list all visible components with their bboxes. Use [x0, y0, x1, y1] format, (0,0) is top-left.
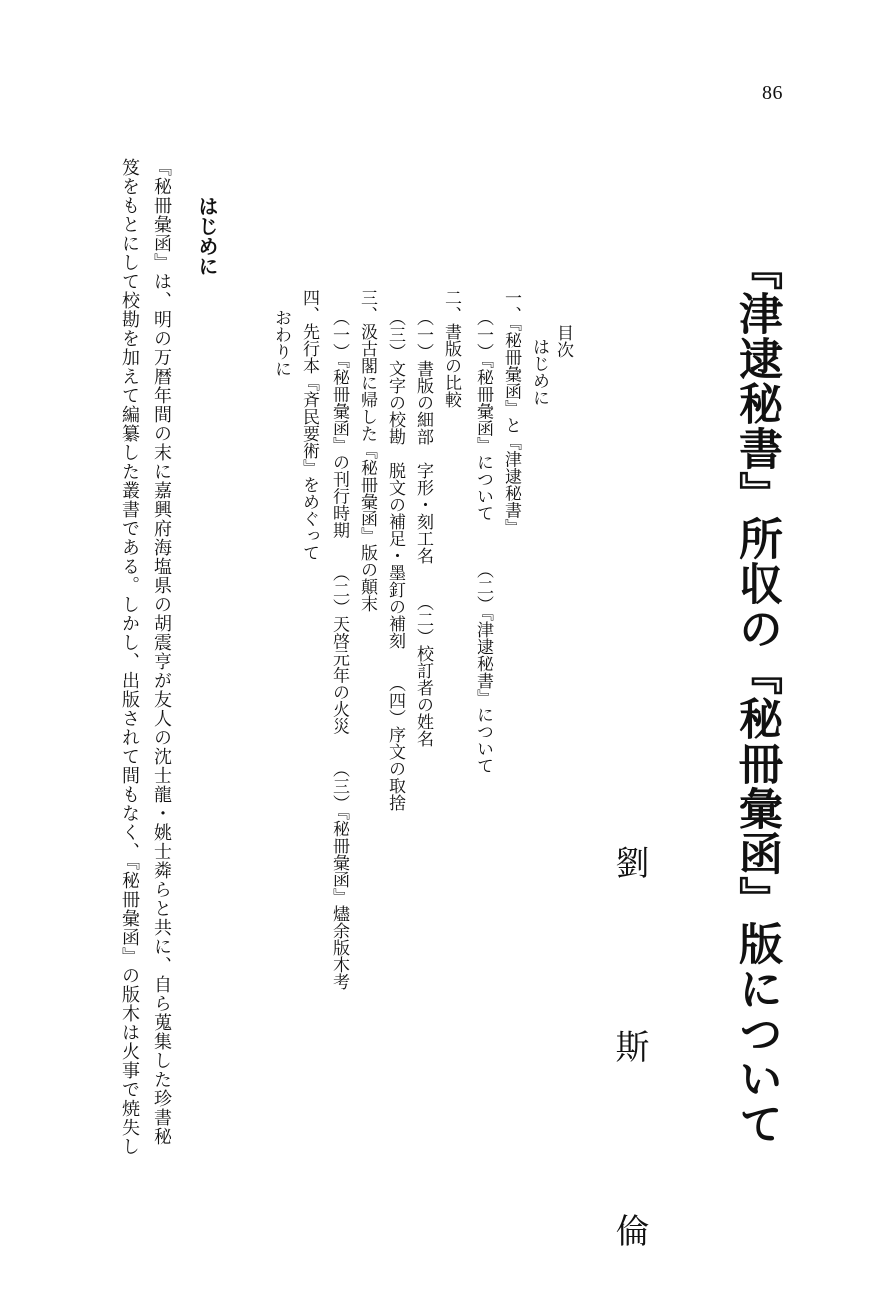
toc-line-part: （三）『秘冊彙函』燼余版木考	[329, 760, 349, 990]
author-name: 劉 斯 倫	[609, 845, 649, 1305]
body-text-line: 笈をもとにして校勘を加えて編纂した叢書である。しかし、出版されて間もなく、『秘冊彙函』の版木は火事で焼失し	[119, 158, 140, 1156]
toc-line: 四、先行本『斉民要術』をめぐって	[299, 289, 319, 561]
toc-line	[414, 309, 431, 747]
toc-line-part: （二）『津逮秘書』について	[473, 561, 493, 774]
section-heading: はじめに	[195, 196, 219, 276]
toc-line-part: （四）序文の取捨	[385, 675, 405, 811]
body-text-line: 『秘冊彙函』は、明の万暦年間の末に嘉興府海塩県の胡震亨が友人の沈士龍・姚士粦らと共に、自ら蒐集した珍書秘	[151, 158, 172, 1146]
toc-line	[386, 309, 403, 811]
toc-line: 三、汲古閣に帰した『秘冊彙函』版の顛末	[357, 289, 377, 612]
toc-line-part: （二）校訂者の姓名	[413, 594, 433, 747]
page-number: 86	[762, 82, 783, 104]
article-title: 『津逮秘書』所収の『秘冊彙函』版について	[731, 246, 782, 1146]
toc-line: はじめに	[529, 338, 549, 406]
toc-line	[330, 309, 347, 990]
toc-line-part: （三）文字の校勘 脱文の補足・墨釘の補刻	[385, 309, 405, 649]
toc-line	[474, 309, 491, 774]
toc-line: 二、書版の比較	[441, 289, 461, 408]
toc-line: おわりに	[271, 309, 291, 377]
toc-line-part: （一）書版の細部 字形・刻工名	[413, 309, 433, 564]
toc-line-part: （一）『秘冊彙函』について	[473, 309, 493, 522]
toc-line-part: （一）『秘冊彙函』の刊行時期	[329, 309, 349, 539]
toc-line-part: （二）天啓元年の火災	[329, 564, 349, 735]
toc-line: 一、『秘冊彙函』と『津逮秘書』	[501, 289, 521, 536]
toc-heading: 目次	[553, 324, 573, 358]
